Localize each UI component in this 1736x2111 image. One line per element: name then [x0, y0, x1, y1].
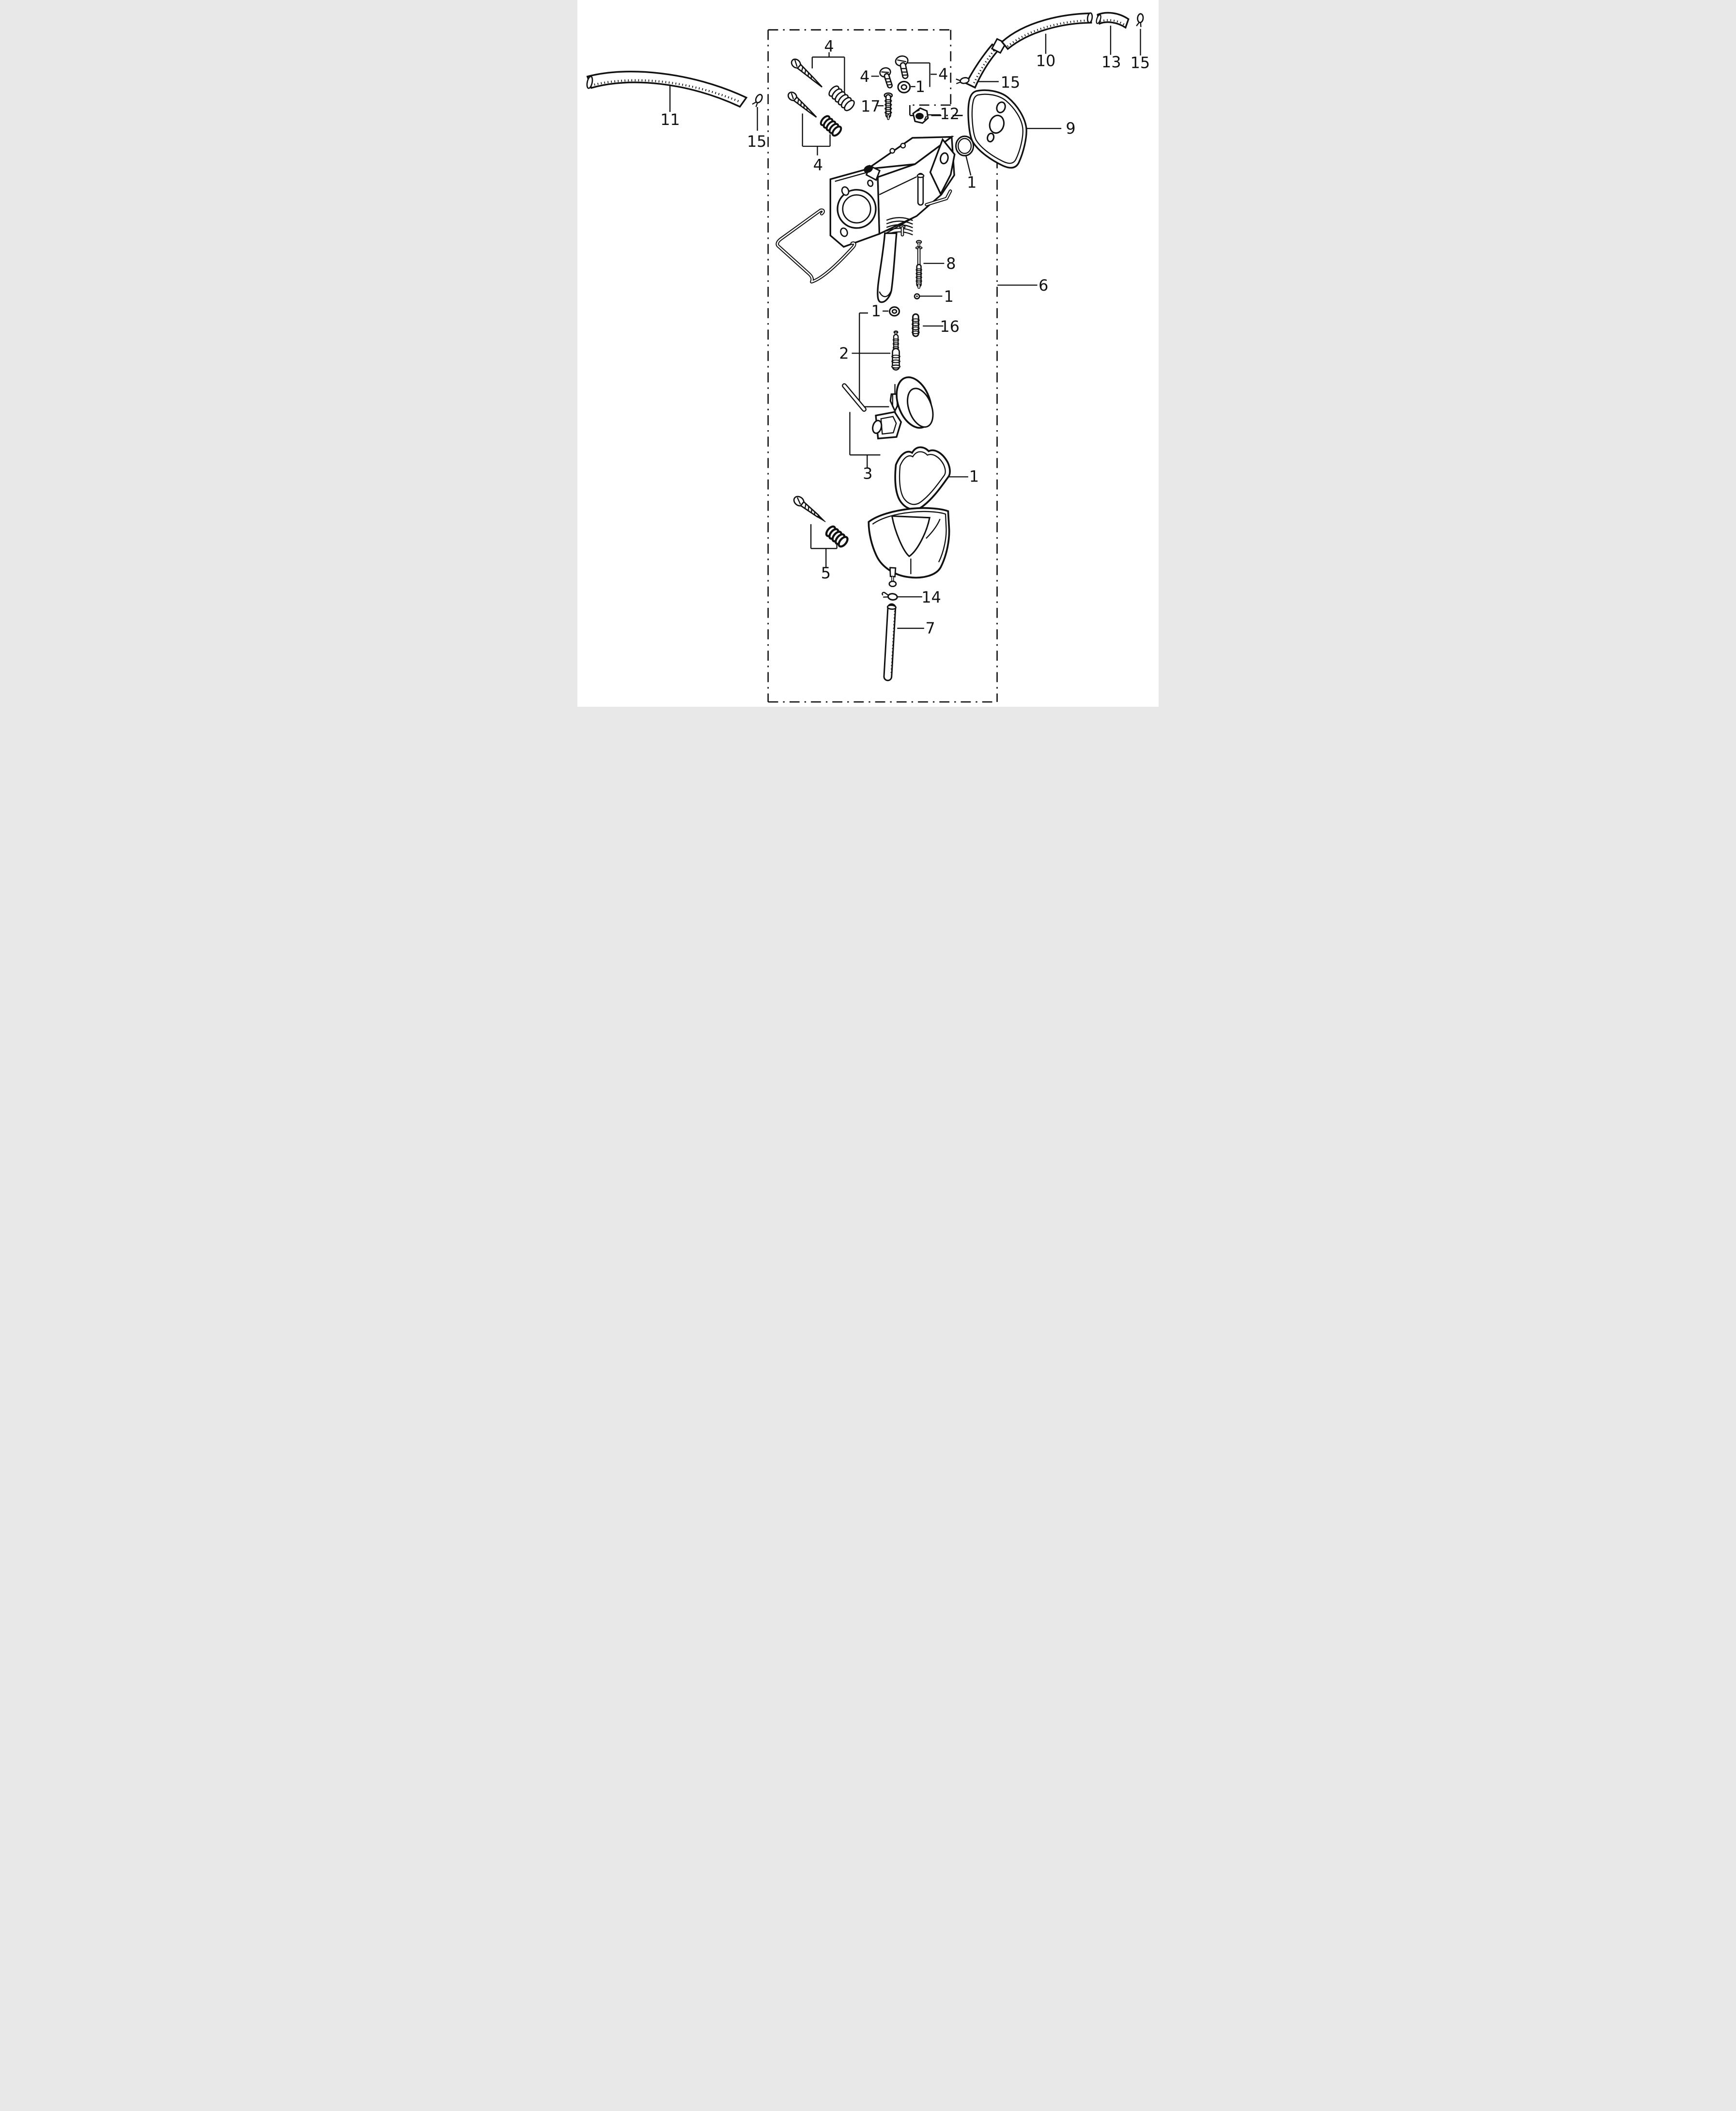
washer-1-small-icon: [914, 294, 919, 299]
callout-1-gasket: 1: [969, 467, 979, 486]
air-vent-hose-13: [1096, 13, 1129, 28]
drain-screw-spring: [825, 525, 849, 548]
mount-gasket-9-icon: [968, 90, 1026, 168]
top-cover-screw-left: [879, 66, 895, 87]
drain-tube-7-icon: [887, 605, 896, 677]
callout-17: 17: [861, 97, 881, 116]
callout-4-mid: 4: [860, 68, 870, 86]
diagram-page: [577, 0, 1159, 707]
clip-14-icon: [882, 592, 898, 600]
callout-4-top: 4: [824, 37, 834, 56]
body-o-ring-icon: [956, 136, 973, 155]
drain-screw: [792, 495, 828, 525]
callout-7: 7: [925, 619, 935, 637]
throttle-stop-spring: [820, 115, 843, 137]
plunger-pin-8-icon: [916, 241, 922, 288]
callout-11: 11: [660, 110, 680, 129]
callout-6: 6: [1038, 276, 1049, 295]
callout-1-top-washer: 1: [915, 78, 925, 96]
float-3-icon: [844, 373, 938, 439]
callout-1-oring: 1: [967, 173, 977, 192]
callout-15-upper: 15: [1000, 73, 1021, 92]
callout-1-small-washer: 1: [944, 287, 954, 306]
callout-5: 5: [821, 564, 831, 582]
fuel-hose-11: [586, 72, 746, 107]
pilot-screw: [790, 58, 824, 90]
clip-15-right-icon: [1136, 14, 1144, 27]
callout-15-left: 15: [747, 133, 767, 151]
callout-4-lower: 4: [813, 156, 823, 174]
jet-washer-1-icon: [890, 307, 899, 316]
main-jet-2-icon: [892, 331, 900, 368]
callout-10: 10: [1036, 52, 1056, 70]
breather-hose-10: [966, 13, 1093, 88]
callout-15-far-right: 15: [1130, 54, 1150, 72]
float-bowl: [868, 508, 949, 587]
exploded-diagram-canvas: [577, 0, 1159, 707]
bleed-screw-17-icon: [884, 93, 892, 119]
top-cover-screw-right: [895, 55, 911, 77]
callout-12: 12: [940, 105, 960, 124]
callout-4-right: 4: [938, 65, 948, 84]
throttle-lever: [878, 233, 897, 302]
callout-3: 3: [863, 465, 873, 483]
callout-1-jet-washer: 1: [871, 302, 881, 320]
clip-15-left-icon: [752, 93, 763, 108]
callout-8: 8: [946, 255, 956, 273]
callout-14: 14: [921, 588, 941, 606]
callout-16: 16: [940, 318, 960, 336]
callout-2: 2: [839, 344, 849, 363]
slow-jet-16-icon: [912, 314, 919, 334]
pilot-spring: [827, 84, 856, 112]
chamber-gasket-1-icon: [895, 447, 950, 509]
lock-nut-12-icon: [913, 108, 928, 123]
carburetor-body: [830, 137, 954, 247]
washer-1-top-icon: [898, 81, 910, 93]
callout-9: 9: [1066, 120, 1076, 138]
callout-13: 13: [1101, 53, 1121, 71]
